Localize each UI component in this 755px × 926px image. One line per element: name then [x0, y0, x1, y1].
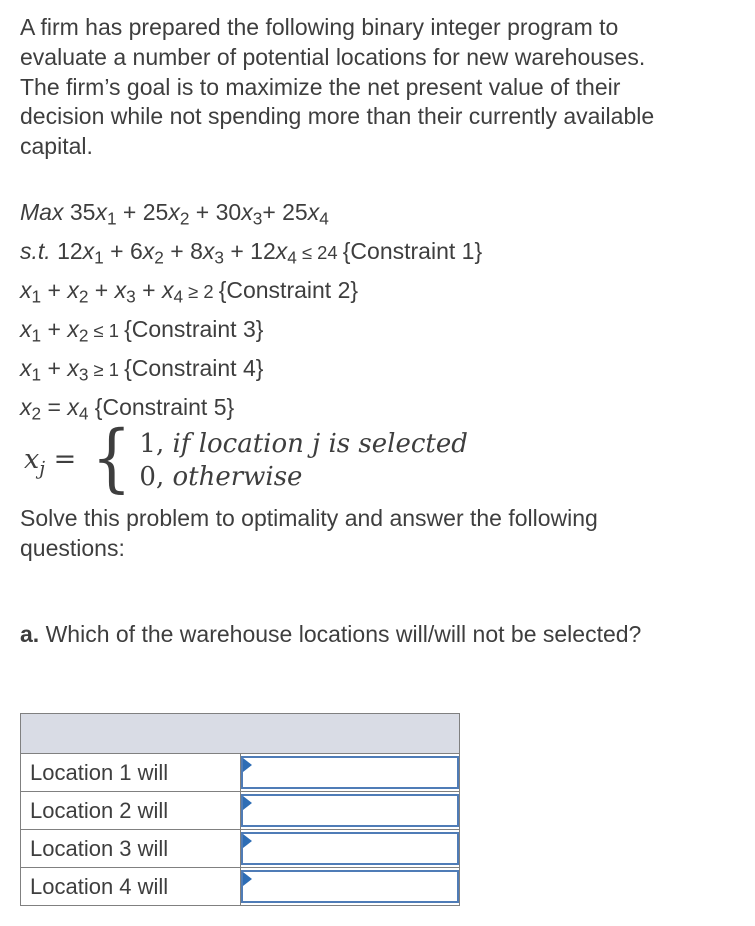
curly-brace: {: [91, 415, 132, 502]
intro-line: capital.: [20, 133, 93, 160]
dropdown-value: [243, 796, 458, 800]
constraint-2: x1 + x2 + x3 + x4 ≥ 2 {Constraint 2}: [20, 277, 359, 307]
constraint-1: s.t. 12x1 + 6x2 + 8x3 + 12x4 ≤ 24 {Constraint 1}: [20, 238, 483, 268]
dropdown-value: [243, 872, 458, 876]
answer-cell: [240, 792, 460, 830]
table-row: [21, 792, 460, 830]
dropdown-arrow-icon: [243, 796, 252, 810]
answer-table: [20, 713, 460, 906]
solve-line: Solve this problem to optimality and answer the following: [20, 505, 598, 532]
answer-cell: [240, 754, 460, 792]
table-row: [21, 868, 460, 906]
binary-integer-program: [20, 196, 747, 502]
case-otherwise: 0, otherwise: [139, 462, 303, 493]
row-label-location-3: Location 3 will: [21, 830, 241, 868]
answer-dropdown-location-3[interactable]: [241, 832, 460, 865]
dropdown-arrow-icon: [243, 872, 252, 886]
constraint-5: x2 = x4 {Constraint 5}: [20, 394, 235, 424]
variable-xj: $x_j$ =: [24, 443, 77, 480]
case-selected: 1, if location j is selected: [139, 429, 468, 460]
solve-line: questions:: [20, 535, 125, 562]
piecewise-cases: [139, 428, 467, 494]
row-label-location-1: Location 1 will: [21, 754, 241, 792]
constraint-3: x1 + x2 ≤ 1 {Constraint 3}: [20, 316, 264, 346]
row-label-location-4: Location 4 will: [21, 868, 241, 906]
binary-variable-definition: [24, 415, 747, 502]
objective-function: Max 35x1 + 25x2 + 30x3+ 25x4: [20, 198, 329, 229]
table-row: [21, 754, 460, 792]
question-a: a. Which of the warehouse locations will/will not be selected?: [20, 621, 642, 648]
constraint-4: x1 + x3 ≥ 1 {Constraint 4}: [20, 355, 264, 385]
solve-instruction: [20, 504, 747, 564]
dropdown-value: [243, 758, 458, 762]
intro-line: A firm has prepared the following binary integer program to: [20, 14, 619, 40]
table-header-cell: [21, 714, 460, 754]
dropdown-arrow-icon: [243, 834, 252, 848]
row-label-location-2: Location 2 will: [21, 792, 241, 830]
dropdown-value: [243, 834, 458, 838]
dropdown-arrow-icon: [243, 758, 252, 772]
answer-dropdown-location-4[interactable]: [241, 870, 460, 903]
answer-cell: [240, 830, 460, 868]
intro-line: The firm’s goal is to maximize the net present value of their: [20, 73, 621, 100]
intro-line: decision while not spending more than their currently available: [20, 103, 655, 130]
intro-line: evaluate a number of potential locations for new warehouses.: [20, 43, 646, 70]
table-row: [21, 830, 460, 868]
intro-paragraph: [20, 13, 747, 162]
answer-dropdown-location-2[interactable]: [241, 794, 460, 827]
table-header-row: [21, 714, 460, 754]
answer-dropdown-location-1[interactable]: [241, 756, 460, 789]
answer-cell: [240, 868, 460, 906]
